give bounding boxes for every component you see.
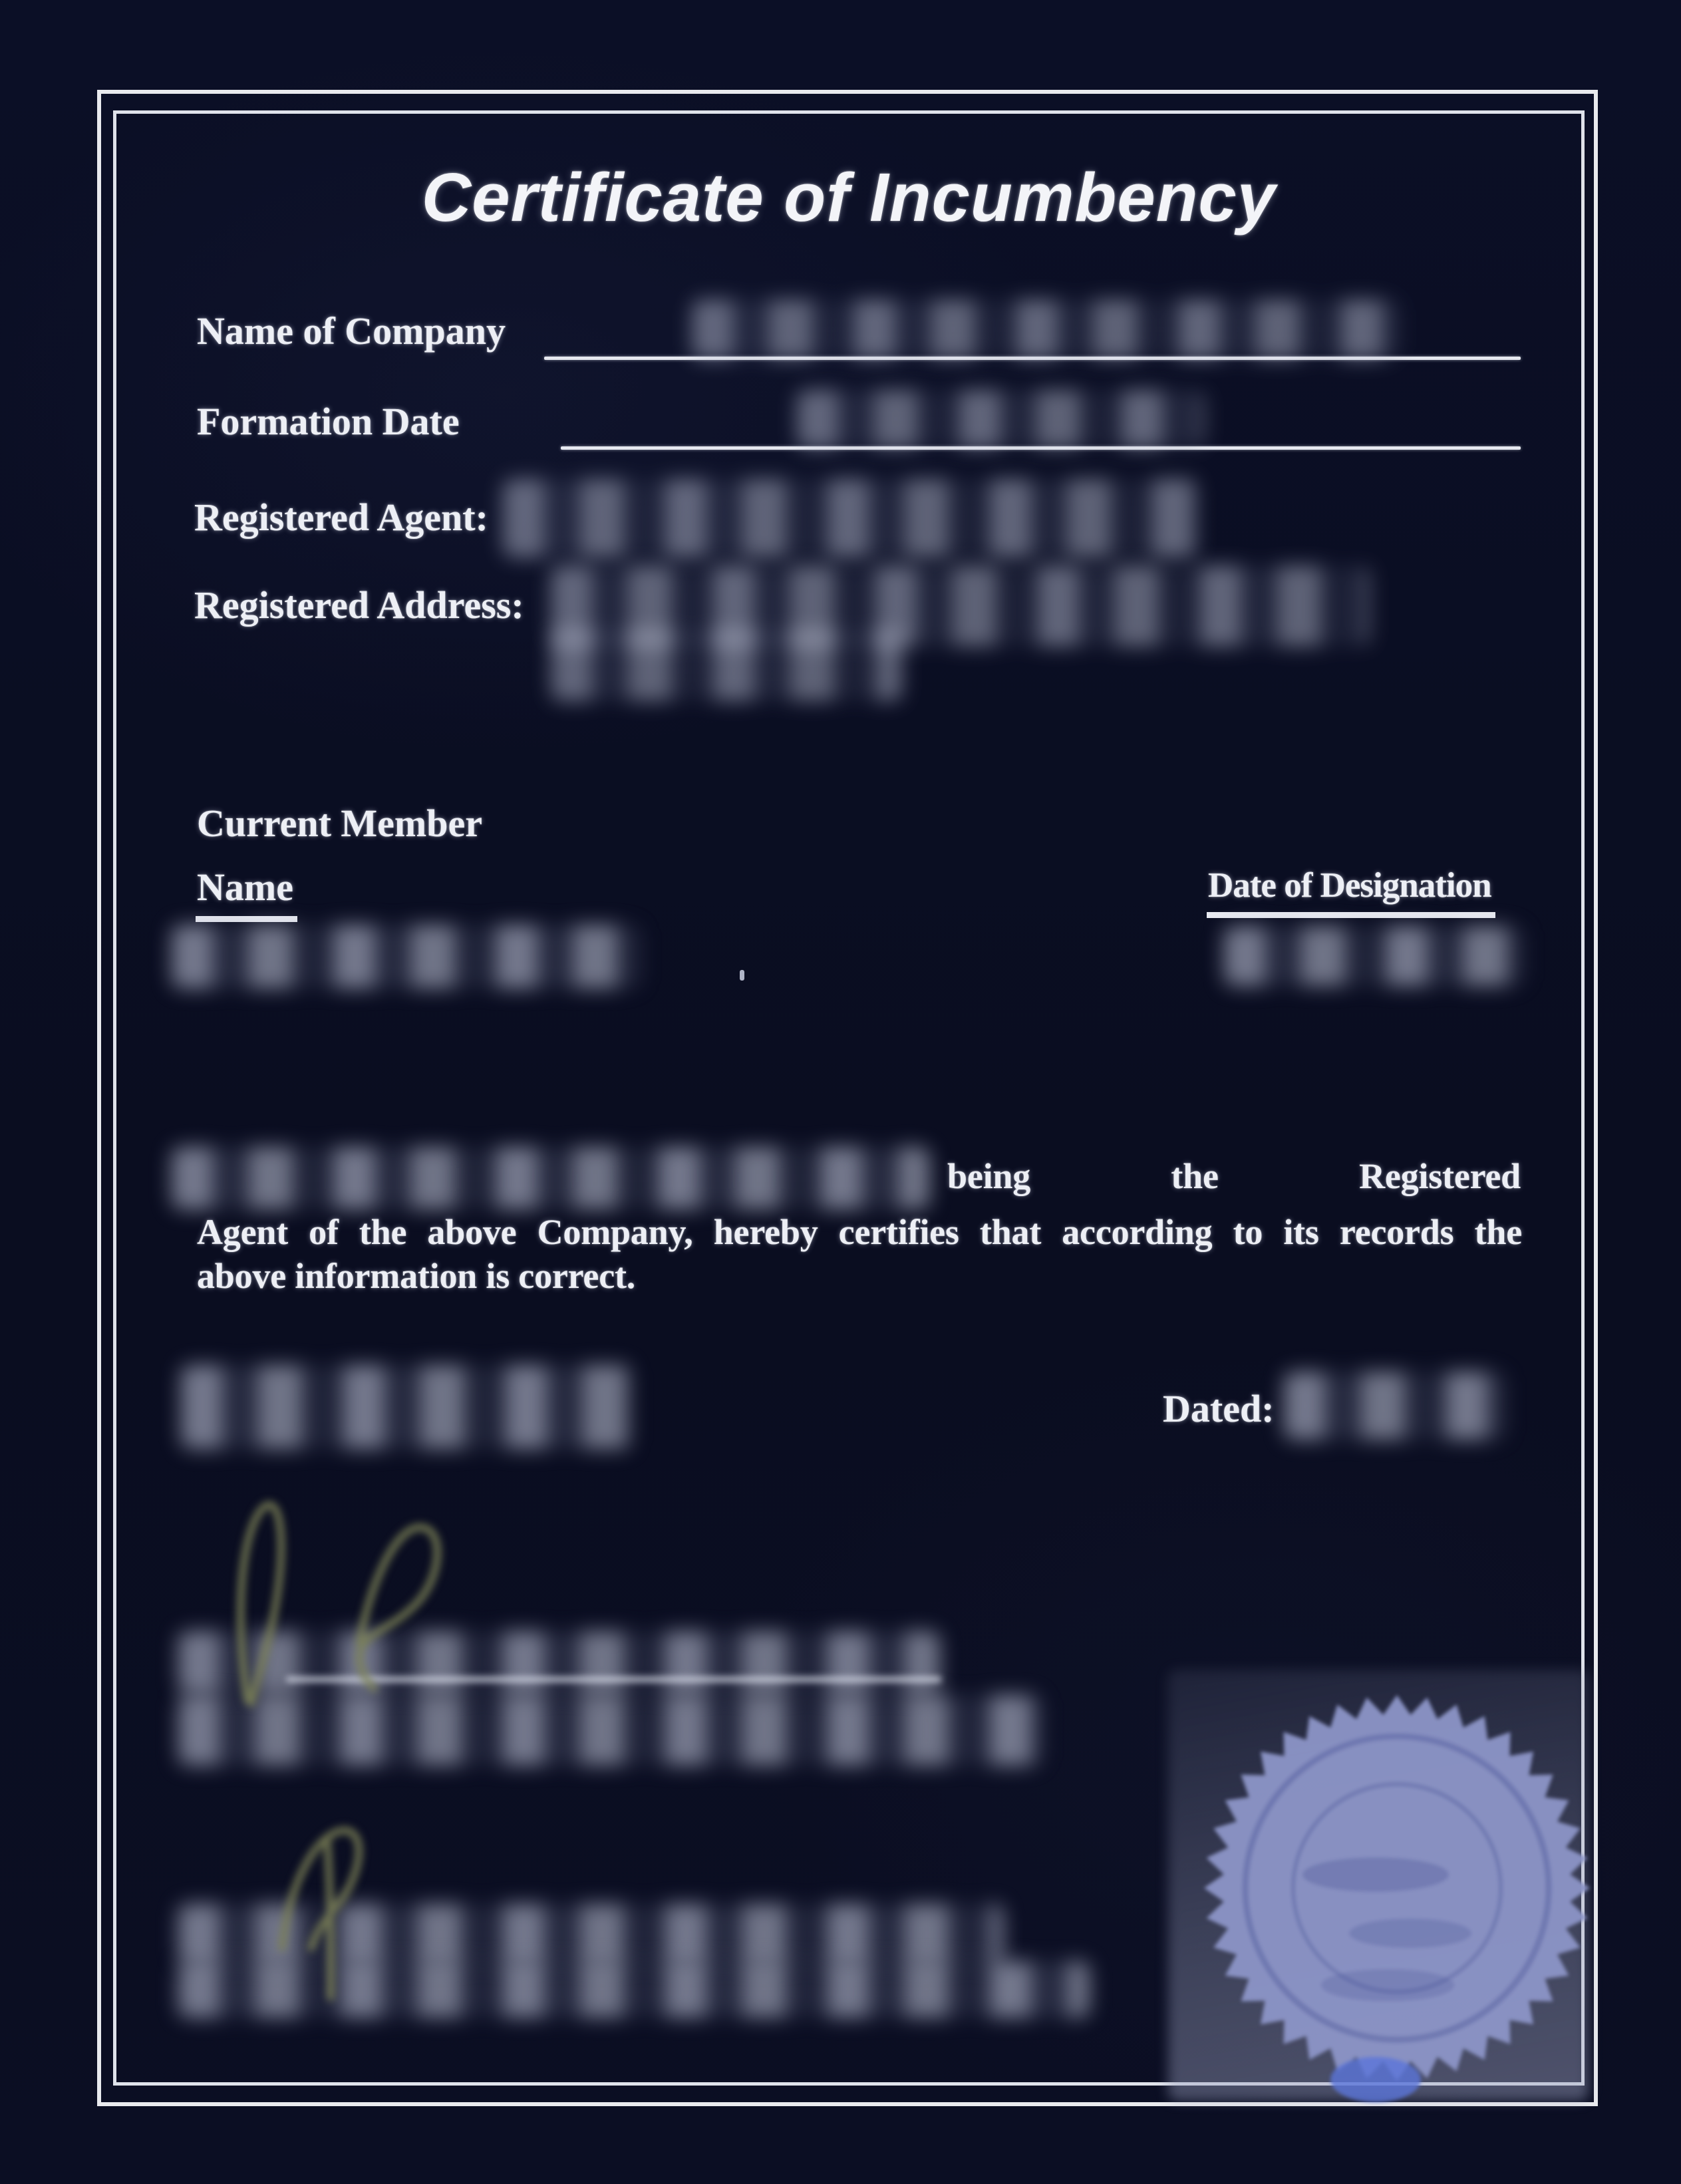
redacted-place-value: [181, 1365, 633, 1449]
signature1-rule-line: [286, 1676, 941, 1682]
redacted-formation-date-value: [797, 390, 1204, 448]
dated-label: Dated:: [1163, 1387, 1275, 1430]
redacted-dated-value: [1284, 1372, 1506, 1440]
redacted-signatory1-name-line: [178, 1631, 940, 1694]
certification-line3: above information is correct.: [197, 1256, 636, 1296]
page-title: Certificate of Incumbency: [421, 159, 1277, 235]
seal-emblem-smudge2: [1349, 1919, 1471, 1948]
scan-speck: [740, 970, 744, 981]
designation-column-header: Date of Designation: [1207, 866, 1495, 918]
redacted-registered-address-line2: [551, 631, 902, 701]
redacted-company-name-value: [692, 299, 1400, 359]
certification-line2: Agent of the above Company, hereby certifies that according to its records the: [197, 1212, 1522, 1252]
current-member-heading: Current Member: [197, 802, 482, 845]
registered-address-label: Registered Address:: [194, 583, 524, 627]
redacted-signatory2-company-line: [178, 1961, 1090, 2018]
seal-ribbon-accent: [1330, 2057, 1421, 2102]
redacted-member-name-value: [172, 925, 641, 989]
redacted-signatory1-company-line: [178, 1695, 1043, 1766]
redacted-designation-date-value: [1224, 926, 1525, 986]
certification-line1: being the Registered: [947, 1156, 1521, 1196]
seal-emblem-smudge1: [1302, 1857, 1449, 1892]
registered-agent-label: Registered Agent:: [194, 496, 488, 539]
member-name-column-header: Name: [196, 866, 297, 922]
formation-date-label: Formation Date: [197, 400, 460, 443]
notary-seal: [1176, 1675, 1615, 2114]
name-of-company-label: Name of Company: [197, 309, 506, 353]
redacted-signatory2-name-line: [178, 1904, 1003, 1964]
seal-emblem-smudge3: [1321, 1969, 1454, 2001]
redacted-agent-company-name: [172, 1147, 930, 1209]
redacted-registered-agent-value: [503, 479, 1200, 557]
